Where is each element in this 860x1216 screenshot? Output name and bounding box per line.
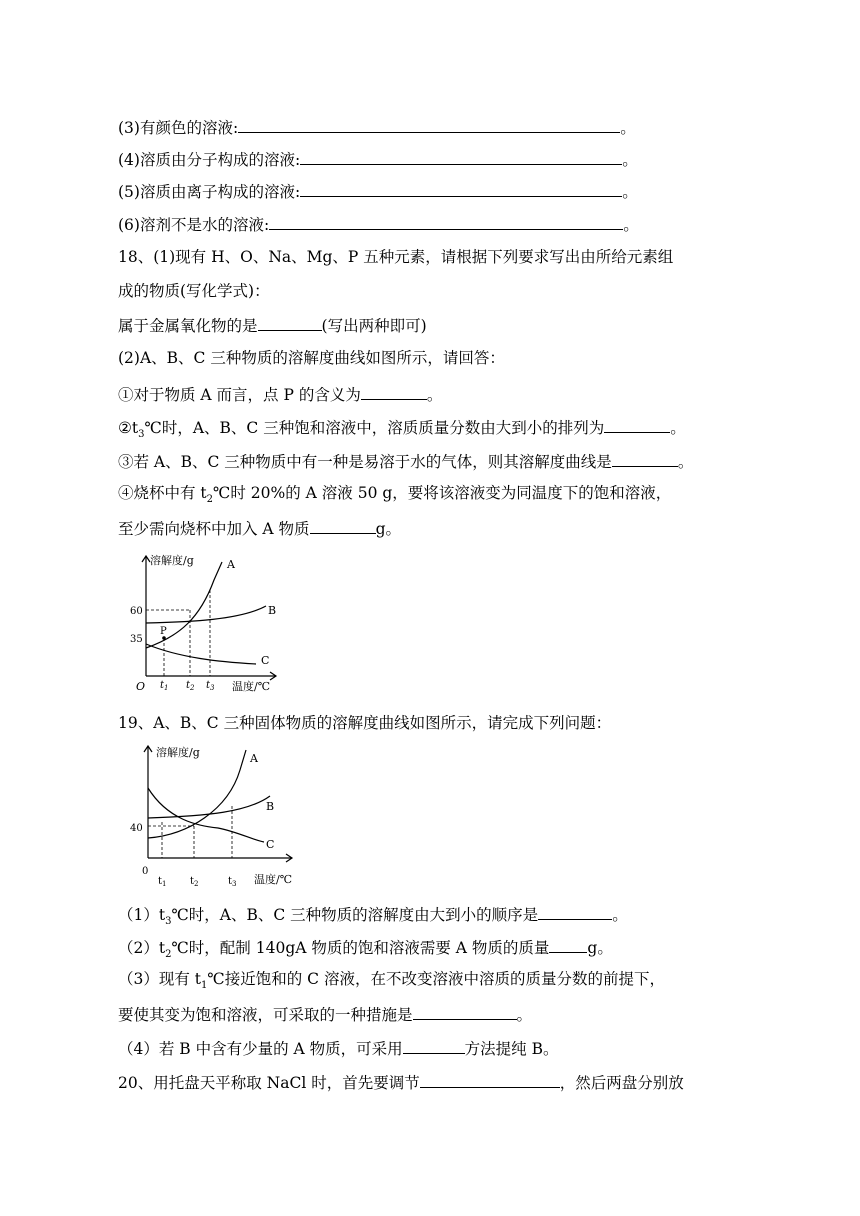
curve-b-label: B	[268, 604, 277, 617]
q17-prompt-5: (5)溶质由离子构成的溶液:	[118, 183, 301, 201]
y-axis-label: 溶解度/g	[156, 746, 200, 759]
answer-blank[interactable]	[300, 180, 622, 197]
q19-sub3-line-1: （3）现有 $t_1℃$接近饱和的 C 溶液，在不改变溶液中溶质的质量分数的前提下，	[118, 970, 665, 992]
answer-blank[interactable]	[258, 314, 322, 331]
curve-c-label: C	[261, 654, 270, 667]
q18-intro-line-1: 18、(1)现有 H、O、Na、Mg、P 五种元素，请根据下列要求写出由所给元素组	[118, 248, 674, 266]
answer-blank[interactable]	[604, 416, 670, 433]
x-tick-t2: $t_2$	[186, 680, 195, 692]
q17-line-3: (3)有颜色的溶液: 。	[118, 116, 636, 138]
q19-sub3-line-2: 要使其变为饱和溶液，可采取的一种措施是 。	[118, 1003, 532, 1025]
q18-sub4-line-2: 至少需向烧杯中加入 A 物质 g。	[118, 517, 401, 539]
q18-metal-oxide-line: 属于金属氧化物的是 (写出两种即可)	[118, 314, 427, 336]
solubility-figure-1	[120, 548, 290, 698]
q19-sub4-line: （4）若 B 中含有少量的 A 物质，可采用 方法提纯 B。	[118, 1037, 558, 1059]
curve-a	[146, 562, 222, 648]
answer-blank[interactable]	[361, 383, 427, 400]
y-tick-60: 60	[130, 606, 143, 617]
answer-blank[interactable]	[300, 148, 622, 165]
q17-prompt-3: (3)有颜色的溶液:	[118, 119, 239, 137]
answer-blank[interactable]	[403, 1037, 465, 1054]
q17-prompt-6: (6)溶剂不是水的溶液:	[118, 216, 270, 234]
answer-blank[interactable]	[413, 1003, 517, 1020]
q19-intro-line: 19、A、B、C 三种固体物质的溶解度曲线如图所示，请完成下列问题：	[118, 714, 612, 732]
curve-b	[146, 606, 266, 623]
q17-prompt-4: (4)溶质由分子构成的溶液:	[118, 151, 301, 169]
answer-blank[interactable]	[310, 517, 376, 534]
q17-line-5: (5)溶质由离子构成的溶液: 。	[118, 180, 638, 202]
answer-blank[interactable]	[420, 1071, 560, 1088]
x-tick-t1: $t_1$	[160, 680, 169, 692]
x-tick-t3: $t_3$	[206, 680, 215, 692]
q18-intro-line-2: 成的物质(写化学式)：	[118, 282, 270, 300]
origin-label: O	[136, 680, 146, 693]
origin-label: 0	[142, 866, 149, 877]
y-tick-40: 40	[130, 823, 143, 834]
curve-c	[146, 644, 256, 664]
q17-line-6: (6)溶剂不是水的溶液: 。	[118, 213, 639, 235]
answer-blank[interactable]	[549, 936, 587, 953]
curve-c-label: C	[266, 838, 275, 851]
x-axis-label: 温度/℃	[254, 873, 293, 886]
q18-sub4-line-1: ④烧杯中有 $t_2℃$时 20%的 A 溶液 50 g，要将该溶液变为同温度下的饱和溶液，	[118, 484, 672, 506]
q20-line: 20、用托盘天平称取 NaCl 时，首先要调节 ，然后两盘分别放	[118, 1071, 684, 1093]
answer-blank[interactable]	[269, 213, 623, 230]
q17-line-4: (4)溶质由分子构成的溶液: 。	[118, 148, 638, 170]
x-axis-label: 温度/℃	[232, 680, 271, 693]
q19-sub1-line: $(1)t_3℃$时，A、B、C 三种物质的溶解度由大到小的顺序是 。	[118, 903, 628, 932]
x-tick-t2: $t_2$	[190, 876, 199, 888]
q18-sub1-line: ①对于物质 A 而言，点 P 的含义为 。	[118, 383, 442, 405]
q19-sub2-line: $(2)t_2℃$时，配制 140gA 物质的饱和溶液需要 A 物质的质量 g。	[118, 936, 613, 965]
solubility-figure-2	[128, 740, 308, 890]
q18-part2-line: (2)A、B、C 三种物质的溶解度曲线如图所示，请回答：	[118, 349, 505, 367]
p-label: P	[160, 626, 167, 637]
curve-a-label: A	[227, 558, 235, 571]
curve-b	[148, 796, 270, 818]
x-tick-t3: $t_3$	[228, 876, 237, 888]
curve-a-label: A	[250, 752, 258, 765]
curve-b-label: B	[266, 800, 275, 813]
answer-blank[interactable]	[538, 903, 612, 920]
q18-sub2-line: $②t_3℃$时，A、B、C 三种饱和溶液中，溶质质量分数由大到小的排列为 。	[118, 416, 686, 445]
q18-sub3-line: ③若 A、B、C 三种物质中有一种是易溶于水的气体，则其溶解度曲线是 。	[118, 450, 693, 472]
answer-blank[interactable]	[238, 116, 620, 133]
y-axis-label: 溶解度/g	[150, 554, 194, 567]
x-tick-t1: $t_1$	[158, 876, 167, 888]
y-tick-35: 35	[130, 634, 143, 645]
answer-blank[interactable]	[612, 450, 678, 467]
